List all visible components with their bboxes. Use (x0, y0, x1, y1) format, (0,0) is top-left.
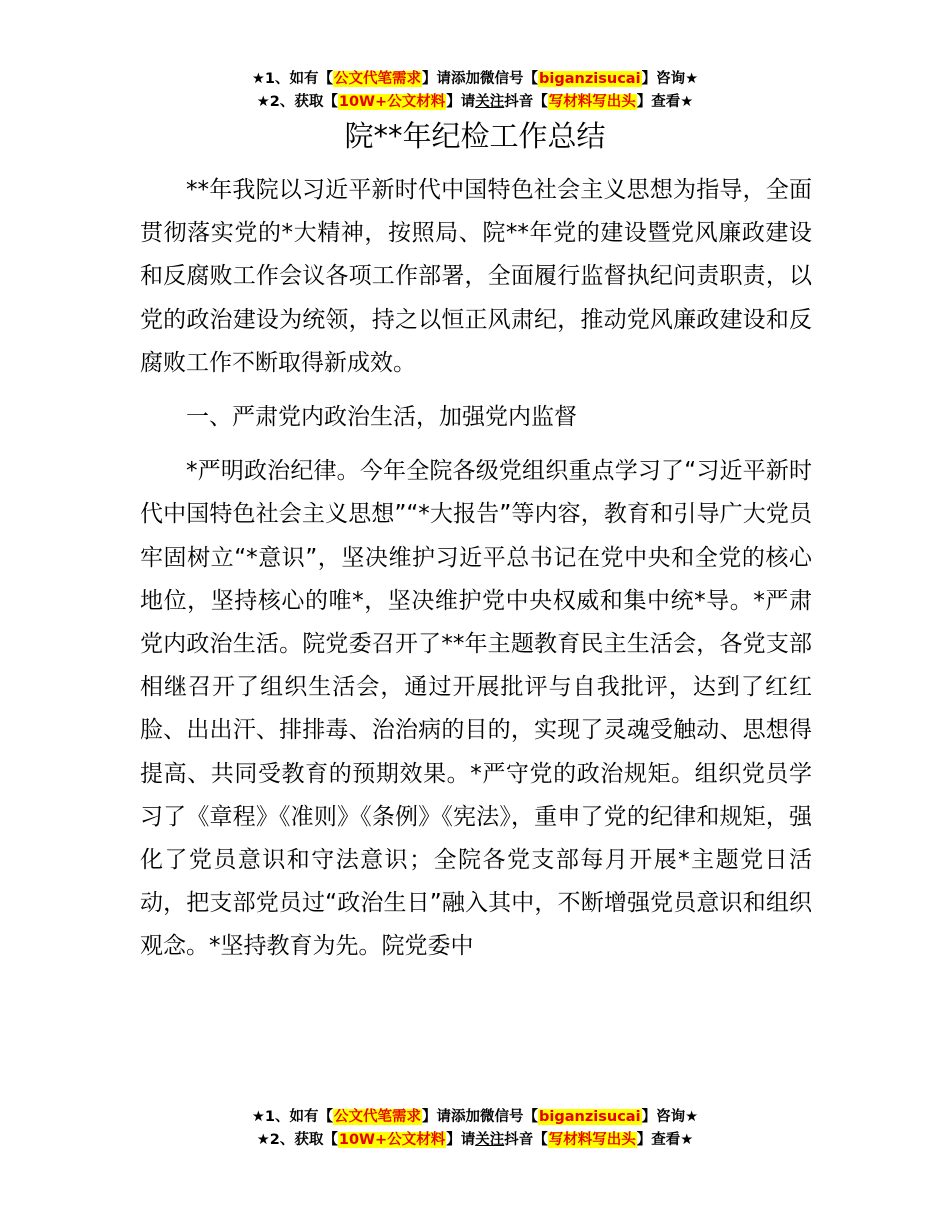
highlight-text: 10W+公文材料 (338, 94, 446, 110)
footer-banner (0, 1106, 950, 1152)
body-paragraph: *严明政治纪律。今年全院各级党组织重点学习了“习近平新时代中国特色社会主义思想”“*大报告”等内容，教育和引导广大党员牢固树立“*意识”，坚决维护习近平总书记在党中央和全党的核心地位，坚持核心的唯*，坚决维护党中央权威和集中统*导。*严肃党内政治生活。院党委召开了**年主题教育民主生活会，各党支部相继召开了组织生活会，通过开展批评与自我批评，达到了红红脸、出出汗、排排毒、治治病的目的，实现了灵魂受触动、思想得提高、共同受教育的预期效果。*严守党的政治规矩。组织党员学习了《章程》《准则》《条例》《宪法》，重申了党的纪律和规矩，强化了党员意识和守法意识；全院各党支部每月开展*主题党日活动，把支部党员过“政治生日”融入其中，不断增强党员意识和组织观念。*坚持教育为先。院党委中 (140, 458, 812, 960)
intro-paragraph: **年我院以习近平新时代中国特色社会主义思想为指导，全面贯彻落实党的*大精神，按照局、院**年党的建设暨党风廉政建设和反腐败工作会议各项工作部署，全面履行监督执纪问责职责，以党的政治建设为统领，持之以恒正风肃纪，推动党风廉政建设和反腐败工作不断取得新成效。 (140, 177, 812, 376)
douyin-id-highlight: 写材料写出头 (548, 1132, 636, 1148)
banner-line-2: ★2、获取【10W+公文材料】请关注抖音【写材料写出头】查看★ (256, 1132, 694, 1148)
highlight-text: 公文代笔需求 (334, 1109, 422, 1125)
wechat-id-highlight: biganzisucai (539, 71, 641, 87)
banner-line-1: ★1、如有【公文代笔需求】请添加微信号【biganzisucai】咨询★ (251, 71, 699, 87)
wechat-id-highlight: biganzisucai (539, 1109, 641, 1125)
underlined-text: 关注 (475, 94, 505, 110)
underlined-text: 关注 (475, 1132, 505, 1148)
header-banner (0, 68, 950, 114)
document-title: 院**年纪检工作总结 (344, 119, 606, 153)
document-body (140, 169, 812, 980)
banner-line-2: ★2、获取【10W+公文材料】请关注抖音【写材料写出头】查看★ (256, 94, 694, 110)
highlight-text: 10W+公文材料 (338, 1132, 446, 1148)
douyin-id-highlight: 写材料写出头 (548, 94, 636, 110)
highlight-text: 公文代笔需求 (334, 71, 422, 87)
section-heading: 一、严肃党内政治生活，加强党内监督 (186, 404, 577, 431)
banner-line-1: ★1、如有【公文代笔需求】请添加微信号【biganzisucai】咨询★ (251, 1109, 699, 1125)
